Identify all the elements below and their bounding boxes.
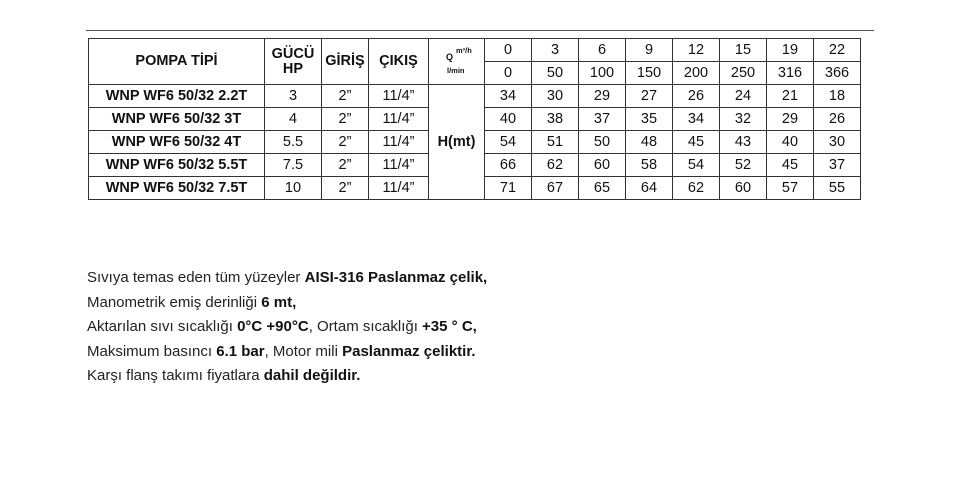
flow-lmin-cell: 150 — [626, 62, 673, 85]
flow-lmin-cell: 0 — [485, 62, 532, 85]
head-cell: 54 — [673, 154, 720, 177]
note-bold: 6 mt, — [261, 293, 297, 311]
header-power-label: GÜCÜ — [271, 46, 315, 62]
flow-lmin-cell: 50 — [532, 62, 579, 85]
note-bold: +35 ° C, — [422, 318, 477, 335]
outlet-cell: 11/4” — [369, 85, 429, 108]
outlet-cell: 11/4” — [369, 154, 429, 177]
head-cell: 27 — [626, 85, 673, 108]
head-cell: 30 — [814, 131, 861, 154]
head-cell: 29 — [767, 108, 814, 131]
inlet-cell: 2” — [322, 131, 369, 154]
header-row-flow-m3h — [89, 39, 861, 62]
head-cell: 26 — [673, 85, 720, 108]
head-cell: 67 — [532, 177, 579, 200]
note-bold: 6.1 bar — [216, 342, 265, 360]
inlet-cell: 2” — [322, 108, 369, 131]
spec-notes — [87, 266, 487, 389]
inlet-cell: 2” — [322, 177, 369, 200]
flow-q-letter: Q — [446, 52, 454, 62]
head-cell: 43 — [720, 131, 767, 154]
head-cell: 65 — [579, 177, 626, 200]
note-bold: AISI-316 Paslanmaz çelik, — [304, 269, 488, 286]
power-cell: 10 — [265, 177, 322, 200]
head-cell: 62 — [532, 154, 579, 177]
header-outlet: ÇIKIŞ — [369, 39, 429, 85]
note-line-suction — [87, 291, 487, 316]
head-cell: 37 — [814, 154, 861, 177]
note-text: Manometrik emiş derinliği — [87, 293, 262, 311]
header-pump-type: POMPA TİPİ — [89, 39, 265, 85]
power-cell: 3 — [265, 85, 322, 108]
head-cell: 66 — [485, 154, 532, 177]
head-cell: 48 — [626, 131, 673, 154]
head-cell: 50 — [579, 131, 626, 154]
flow-m3h-cell: 15 — [720, 39, 767, 62]
head-cell: 45 — [673, 131, 720, 154]
head-cell: 57 — [767, 177, 814, 200]
flow-m3h-cell: 3 — [532, 39, 579, 62]
note-line-surfaces — [87, 266, 487, 291]
note-text: Maksimum basıncı — [87, 342, 217, 360]
header-inlet: GİRİŞ — [322, 39, 369, 85]
flow-unit-lmin: l/min — [447, 66, 465, 75]
model-cell: WNP WF6 50/32 7.5T — [89, 177, 265, 200]
outlet-cell: 11/4” — [369, 108, 429, 131]
head-cell: 54 — [485, 131, 532, 154]
note-bold: dahil değildir. — [263, 367, 361, 384]
head-cell: 60 — [720, 177, 767, 200]
inlet-cell: 2” — [322, 85, 369, 108]
head-cell: 35 — [626, 108, 673, 131]
head-cell: 64 — [626, 177, 673, 200]
head-cell: 21 — [767, 85, 814, 108]
flow-lmin-cell: 200 — [673, 62, 720, 85]
note-line-temperature — [87, 315, 487, 340]
flow-m3h-cell: 12 — [673, 39, 720, 62]
flow-m3h-cell: 6 — [579, 39, 626, 62]
flow-lmin-cell: 250 — [720, 62, 767, 85]
header-flow-q — [429, 39, 485, 85]
flow-m3h-cell: 22 — [814, 39, 861, 62]
header-power-unit: HP — [282, 60, 304, 77]
power-cell: 4 — [265, 108, 322, 131]
flow-lmin-cell: 366 — [814, 62, 861, 85]
head-cell: 38 — [532, 108, 579, 131]
head-cell: 71 — [485, 177, 532, 200]
head-cell: 24 — [720, 85, 767, 108]
flow-m3h-cell: 9 — [626, 39, 673, 62]
flow-m3h-cell: 19 — [767, 39, 814, 62]
head-cell: 45 — [767, 154, 814, 177]
power-cell: 7.5 — [265, 154, 322, 177]
head-cell: 34 — [485, 85, 532, 108]
note-line-pressure — [87, 340, 487, 365]
model-cell: WNP WF6 50/32 3T — [89, 108, 265, 131]
head-cell: 40 — [767, 131, 814, 154]
head-cell: 26 — [814, 108, 861, 131]
note-bold: 0°C +90°C — [237, 318, 309, 335]
head-label: H(mt) — [429, 85, 485, 200]
head-cell: 32 — [720, 108, 767, 131]
head-cell: 55 — [814, 177, 861, 200]
pump-spec-table — [88, 38, 861, 200]
note-text: , Motor mili — [264, 342, 343, 360]
note-bold: Paslanmaz çeliktir. — [342, 342, 476, 360]
flow-lmin-cell: 100 — [579, 62, 626, 85]
power-cell: 5.5 — [265, 131, 322, 154]
note-line-flange — [87, 364, 487, 389]
head-cell: 40 — [485, 108, 532, 131]
model-cell: WNP WF6 50/32 4T — [89, 131, 265, 154]
note-text: Sıvıya temas eden tüm yüzeyler — [87, 269, 305, 286]
flow-unit-m3h: m³/h — [456, 46, 472, 55]
head-cell: 34 — [673, 108, 720, 131]
model-cell: WNP WF6 50/32 5.5T — [89, 154, 265, 177]
outlet-cell: 11/4” — [369, 177, 429, 200]
model-cell: WNP WF6 50/32 2.2T — [89, 85, 265, 108]
note-text: , Ortam sıcaklığı — [308, 318, 423, 335]
outlet-cell: 11/4” — [369, 131, 429, 154]
note-text: Aktarılan sıvı sıcaklığı — [87, 318, 238, 335]
top-rule — [86, 30, 874, 31]
head-cell: 60 — [579, 154, 626, 177]
head-cell: 51 — [532, 131, 579, 154]
head-cell: 37 — [579, 108, 626, 131]
head-cell: 29 — [579, 85, 626, 108]
head-cell: 18 — [814, 85, 861, 108]
flow-m3h-cell: 0 — [485, 39, 532, 62]
flow-lmin-cell: 316 — [767, 62, 814, 85]
head-cell: 58 — [626, 154, 673, 177]
inlet-cell: 2” — [322, 154, 369, 177]
header-power — [265, 39, 322, 85]
note-text: Karşı flanş takımı fiyatlara — [87, 367, 264, 384]
table-row — [89, 85, 861, 108]
head-cell: 30 — [532, 85, 579, 108]
head-cell: 62 — [673, 177, 720, 200]
head-cell: 52 — [720, 154, 767, 177]
